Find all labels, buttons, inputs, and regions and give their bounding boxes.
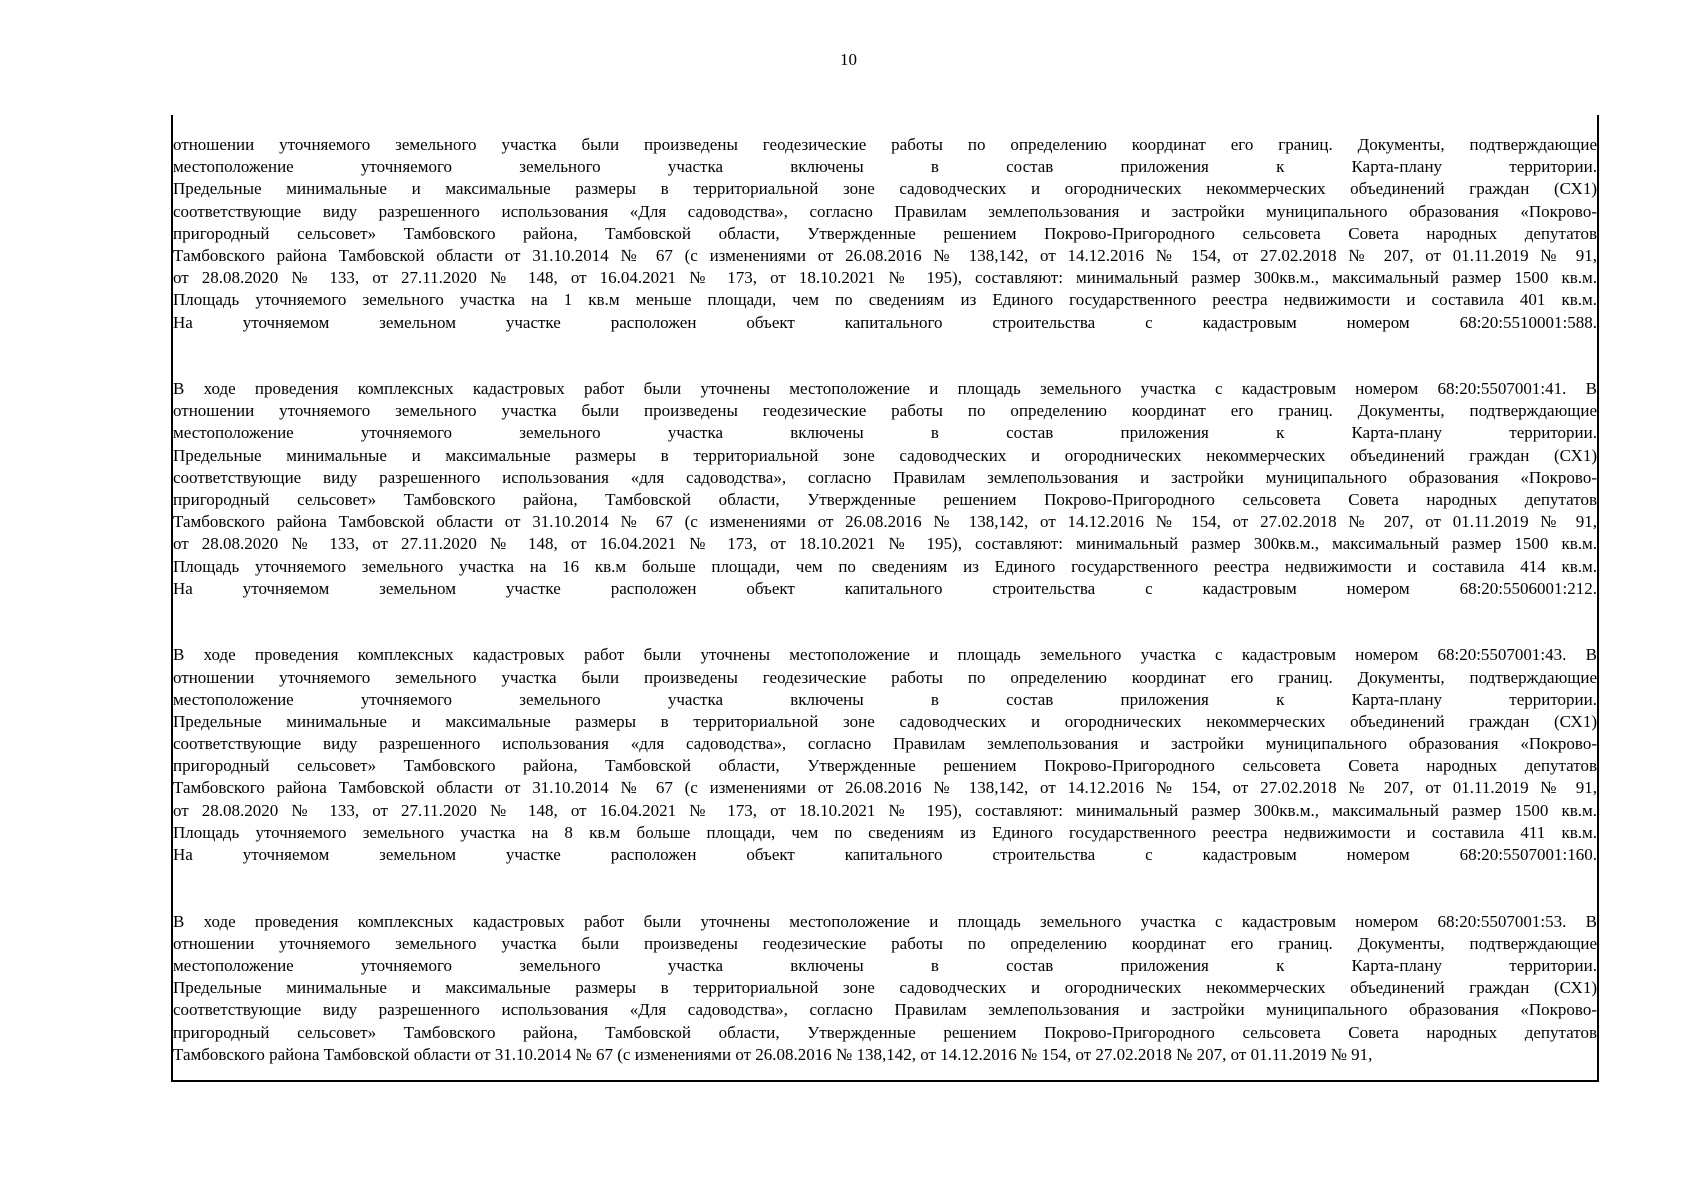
text-line: Предельные минимальные и максимальные размеры в территориальной зоне садоводческих и огороднических некоммерческих объединений граждан (СХ1) xyxy=(173,445,1597,465)
text-line: Тамбовского района Тамбовской области от 31.10.2014 № 67 (с изменениями от 26.08.2016 № 138,142, от 14.12.2016 № 154, от 27.02.2018 № 207, от 01.11.2019 № 91, xyxy=(173,778,1597,798)
text-line: местоположение уточняемого земельного участка включены в состав приложения к Карта-плану территории. xyxy=(173,157,1597,177)
text-line: Площадь уточняемого земельного участка на 8 кв.м больше площади, чем по сведениям из Единого государственного реестра недвижимости и составила 411 кв.м. xyxy=(173,822,1597,842)
text-line: Тамбовского района Тамбовской области от 31.10.2014 № 67 (с изменениями от 26.08.2016 № 138,142, от 14.12.2016 № 154, от 27.02.2018 № 207, от 01.11.2019 № 91, xyxy=(173,512,1597,532)
text-line: Площадь уточняемого земельного участка на 16 кв.м больше площади, чем по сведениям из Единого государственного реестра недвижимости и составила 414 кв.м. xyxy=(173,556,1597,576)
text-line: отношении уточняемого земельного участка были произведены геодезические работы по определению координат его границ. Документы, подтверждающие xyxy=(173,135,1597,154)
text-line: местоположение уточняемого земельного участка включены в состав приложения к Карта-плану территории. xyxy=(173,423,1597,443)
text-line: пригородный сельсовет» Тамбовского района, Тамбовской области, Утвержденные решением Покрово-Пригородного сельсовета Совета народных депутатов xyxy=(173,1022,1597,1042)
text-line: Тамбовского района Тамбовской области от 31.10.2014 № 67 (с изменениями от 26.08.2016 № 138,142, от 14.12.2016 № 154, от 27.02.2018 № 207, от 01.11.2019 № 91, xyxy=(173,245,1597,265)
paragraph-4 xyxy=(173,911,1597,1066)
text-line: местоположение уточняемого земельного участка включены в состав приложения к Карта-плану территории. xyxy=(173,955,1597,975)
text-line: Предельные минимальные и максимальные размеры в территориальной зоне садоводческих и огороднических некоммерческих объединений граждан (СХ1) xyxy=(173,711,1597,731)
text-line: В ходе проведения комплексных кадастровых работ были уточнены местоположение и площадь земельного участка с кадастровым номером 68:20:5507001:43. В xyxy=(173,645,1597,665)
page-number: 10 xyxy=(840,50,857,69)
text-line: отношении уточняемого земельного участка были произведены геодезические работы по определению координат его границ. Документы, подтверждающие xyxy=(173,933,1597,953)
text-line: от 28.08.2020 № 133, от 27.11.2020 № 148, от 16.04.2021 № 173, от 18.10.2021 № 195), составляют: минимальный размер 300кв.м., максимальный размер 1500 кв.м. xyxy=(173,268,1597,288)
text-line: В ходе проведения комплексных кадастровых работ были уточнены местоположение и площадь земельного участка с кадастровым номером 68:20:5507001:41. В xyxy=(173,379,1597,399)
text-line: Площадь уточняемого земельного участка на 1 кв.м меньше площади, чем по сведениям из Единого государственного реестра недвижимости и составила 401 кв.м. xyxy=(173,290,1597,310)
text-line: пригородный сельсовет» Тамбовского района, Тамбовской области, Утвержденные решением Покрово-Пригородного сельсовета Совета народных депутатов xyxy=(173,223,1597,243)
text-line: На уточняемом земельном участке расположен объект капитального строительства с кадастровым номером 68:20:5507001:160. xyxy=(173,845,1597,865)
text-line: Предельные минимальные и максимальные размеры в территориальной зоне садоводческих и огороднических некоммерческих объединений граждан (СХ1) xyxy=(173,179,1597,199)
paragraph-3 xyxy=(173,644,1597,866)
text-line: от 28.08.2020 № 133, от 27.11.2020 № 148, от 16.04.2021 № 173, от 18.10.2021 № 195), составляют: минимальный размер 300кв.м., максимальный размер 1500 кв.м. xyxy=(173,800,1597,820)
document-body xyxy=(173,134,1597,1066)
text-line: пригородный сельсовет» Тамбовского района, Тамбовской области, Утвержденные решением Покрово-Пригородного сельсовета Совета народных депутатов xyxy=(173,756,1597,776)
text-line: Тамбовского района Тамбовской области от 31.10.2014 № 67 (с изменениями от 26.08.2016 № 138,142, от 14.12.2016 № 154, от 27.02.2018 № 207, от 01.11.2019 № 91, xyxy=(173,1044,1373,1064)
text-line: отношении уточняемого земельного участка были произведены геодезические работы по определению координат его границ. Документы, подтверждающие xyxy=(173,401,1597,421)
text-line: пригородный сельсовет» Тамбовского района, Тамбовской области, Утвержденные решением Покрово-Пригородного сельсовета Совета народных депутатов xyxy=(173,490,1597,510)
text-line: соответствующие виду разрешенного использования «Для садоводства», согласно Правилам землепользования и застройки муниципального образования «Покрово- xyxy=(173,1000,1597,1020)
text-line: соответствующие виду разрешенного использования «для садоводства», согласно Правилам землепользования и застройки муниципального образования «Покрово- xyxy=(173,467,1597,487)
text-line: соответствующие виду разрешенного использования «для садоводства», согласно Правилам землепользования и застройки муниципального образования «Покрово- xyxy=(173,734,1597,754)
text-line: местоположение уточняемого земельного участка включены в состав приложения к Карта-плану территории. xyxy=(173,689,1597,709)
text-line: На уточняемом земельном участке расположен объект капитального строительства с кадастровым номером 68:20:5506001:212. xyxy=(173,578,1597,598)
paragraph-1 xyxy=(173,134,1597,334)
text-line: Предельные минимальные и максимальные размеры в территориальной зоне садоводческих и огороднических некоммерческих объединений граждан (СХ1) xyxy=(173,978,1597,998)
paragraph-2 xyxy=(173,378,1597,600)
text-line: от 28.08.2020 № 133, от 27.11.2020 № 148, от 16.04.2021 № 173, от 18.10.2021 № 195), составляют: минимальный размер 300кв.м., максимальный размер 1500 кв.м. xyxy=(173,534,1597,554)
text-line: В ходе проведения комплексных кадастровых работ были уточнены местоположение и площадь земельного участка с кадастровым номером 68:20:5507001:53. В xyxy=(173,911,1597,931)
text-line: На уточняемом земельном участке расположен объект капитального строительства с кадастровым номером 68:20:5510001:588. xyxy=(173,312,1597,332)
text-line: соответствующие виду разрешенного использования «Для садоводства», согласно Правилам землепользования и застройки муниципального образования «Покрово- xyxy=(173,201,1597,221)
text-line: отношении уточняемого земельного участка были произведены геодезические работы по определению координат его границ. Документы, подтверждающие xyxy=(173,667,1597,687)
